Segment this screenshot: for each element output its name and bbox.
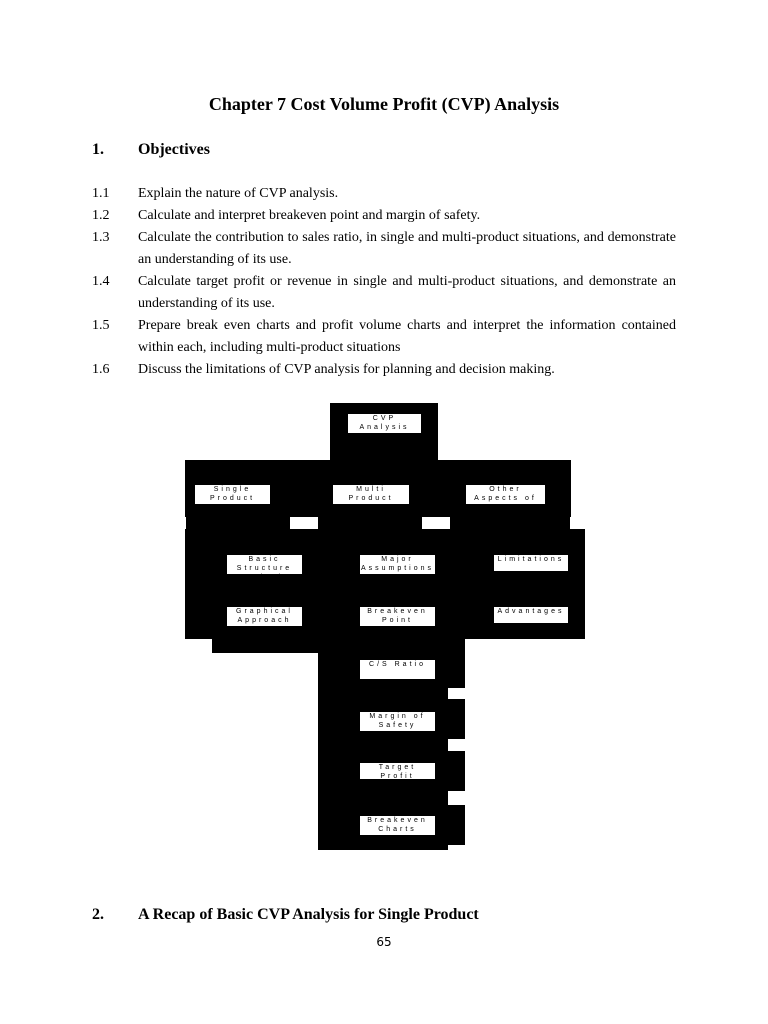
node-target-profit: Target Profit: [360, 763, 435, 779]
node-multi-product: Multi Product: [333, 485, 409, 504]
node-cvp-analysis: CVP Analysis: [348, 414, 421, 433]
objective-number: 1.2: [92, 208, 110, 223]
node-graphical-approach: Graphical Approach: [227, 607, 302, 626]
node-margin-of-safety: Margin of Safety: [360, 712, 435, 731]
diagram-block: [445, 699, 465, 739]
chapter-title: Chapter 7 Cost Volume Profit (CVP) Analysis: [208, 94, 560, 114]
objective-number: 1.6: [92, 362, 110, 377]
node-single-product: Single Product: [195, 485, 270, 504]
objective-number: 1.5: [92, 318, 110, 333]
diagram-block: [445, 648, 465, 688]
diagram-block: [186, 515, 290, 535]
node-basic-structure-analysis: Basic Structure Analysis: [227, 555, 302, 574]
section-title: Objectives: [138, 141, 210, 158]
objective-text: Calculate and interpret breakeven point and margin of safety.: [138, 208, 481, 223]
node-breakeven-point: Breakeven Point: [360, 607, 435, 626]
section-title: A Recap of Basic CVP Analysis for Single Product: [138, 906, 479, 923]
objective-number: 1.3: [92, 230, 110, 245]
objective-text: Explain the nature of CVP analysis.: [138, 186, 339, 201]
node-major-assumptions: Major Assumptions: [360, 556, 435, 572]
diagram-block: [445, 805, 465, 845]
diagram-block: [318, 515, 422, 535]
section-number: 1.: [92, 141, 104, 158]
diagram-block: [450, 515, 570, 535]
objective-text: Prepare break even charts and profit volume charts and interpret the information contained within each, including multi-product situations: [138, 318, 676, 355]
node-advantages: Advantages: [494, 607, 568, 623]
node-limitations: Limitations: [494, 555, 568, 571]
objective-number: 1.4: [92, 274, 110, 289]
node-cs-ratio: C/S Ratio: [360, 660, 435, 679]
objective-text: Discuss the limitations of CVP analysis for planning and decision making.: [138, 362, 555, 377]
objective-number: 1.1: [92, 186, 110, 201]
section-number: 2.: [92, 906, 104, 923]
section-heading-recap: [92, 906, 479, 924]
node-breakeven-charts: Breakeven Charts: [360, 816, 435, 835]
diagram-block: [445, 751, 465, 791]
node-other-aspects: Other Aspects of CVP: [466, 485, 545, 504]
page-number: 65: [376, 935, 392, 949]
objective-text: Calculate the contribution to sales ratio, in single and multi-product situations, and demonstrate an understanding of its use.: [138, 230, 676, 267]
objective-text: Calculate target profit or revenue in single and multi-product situations, and demonstrate an understanding of its use.: [138, 274, 676, 311]
